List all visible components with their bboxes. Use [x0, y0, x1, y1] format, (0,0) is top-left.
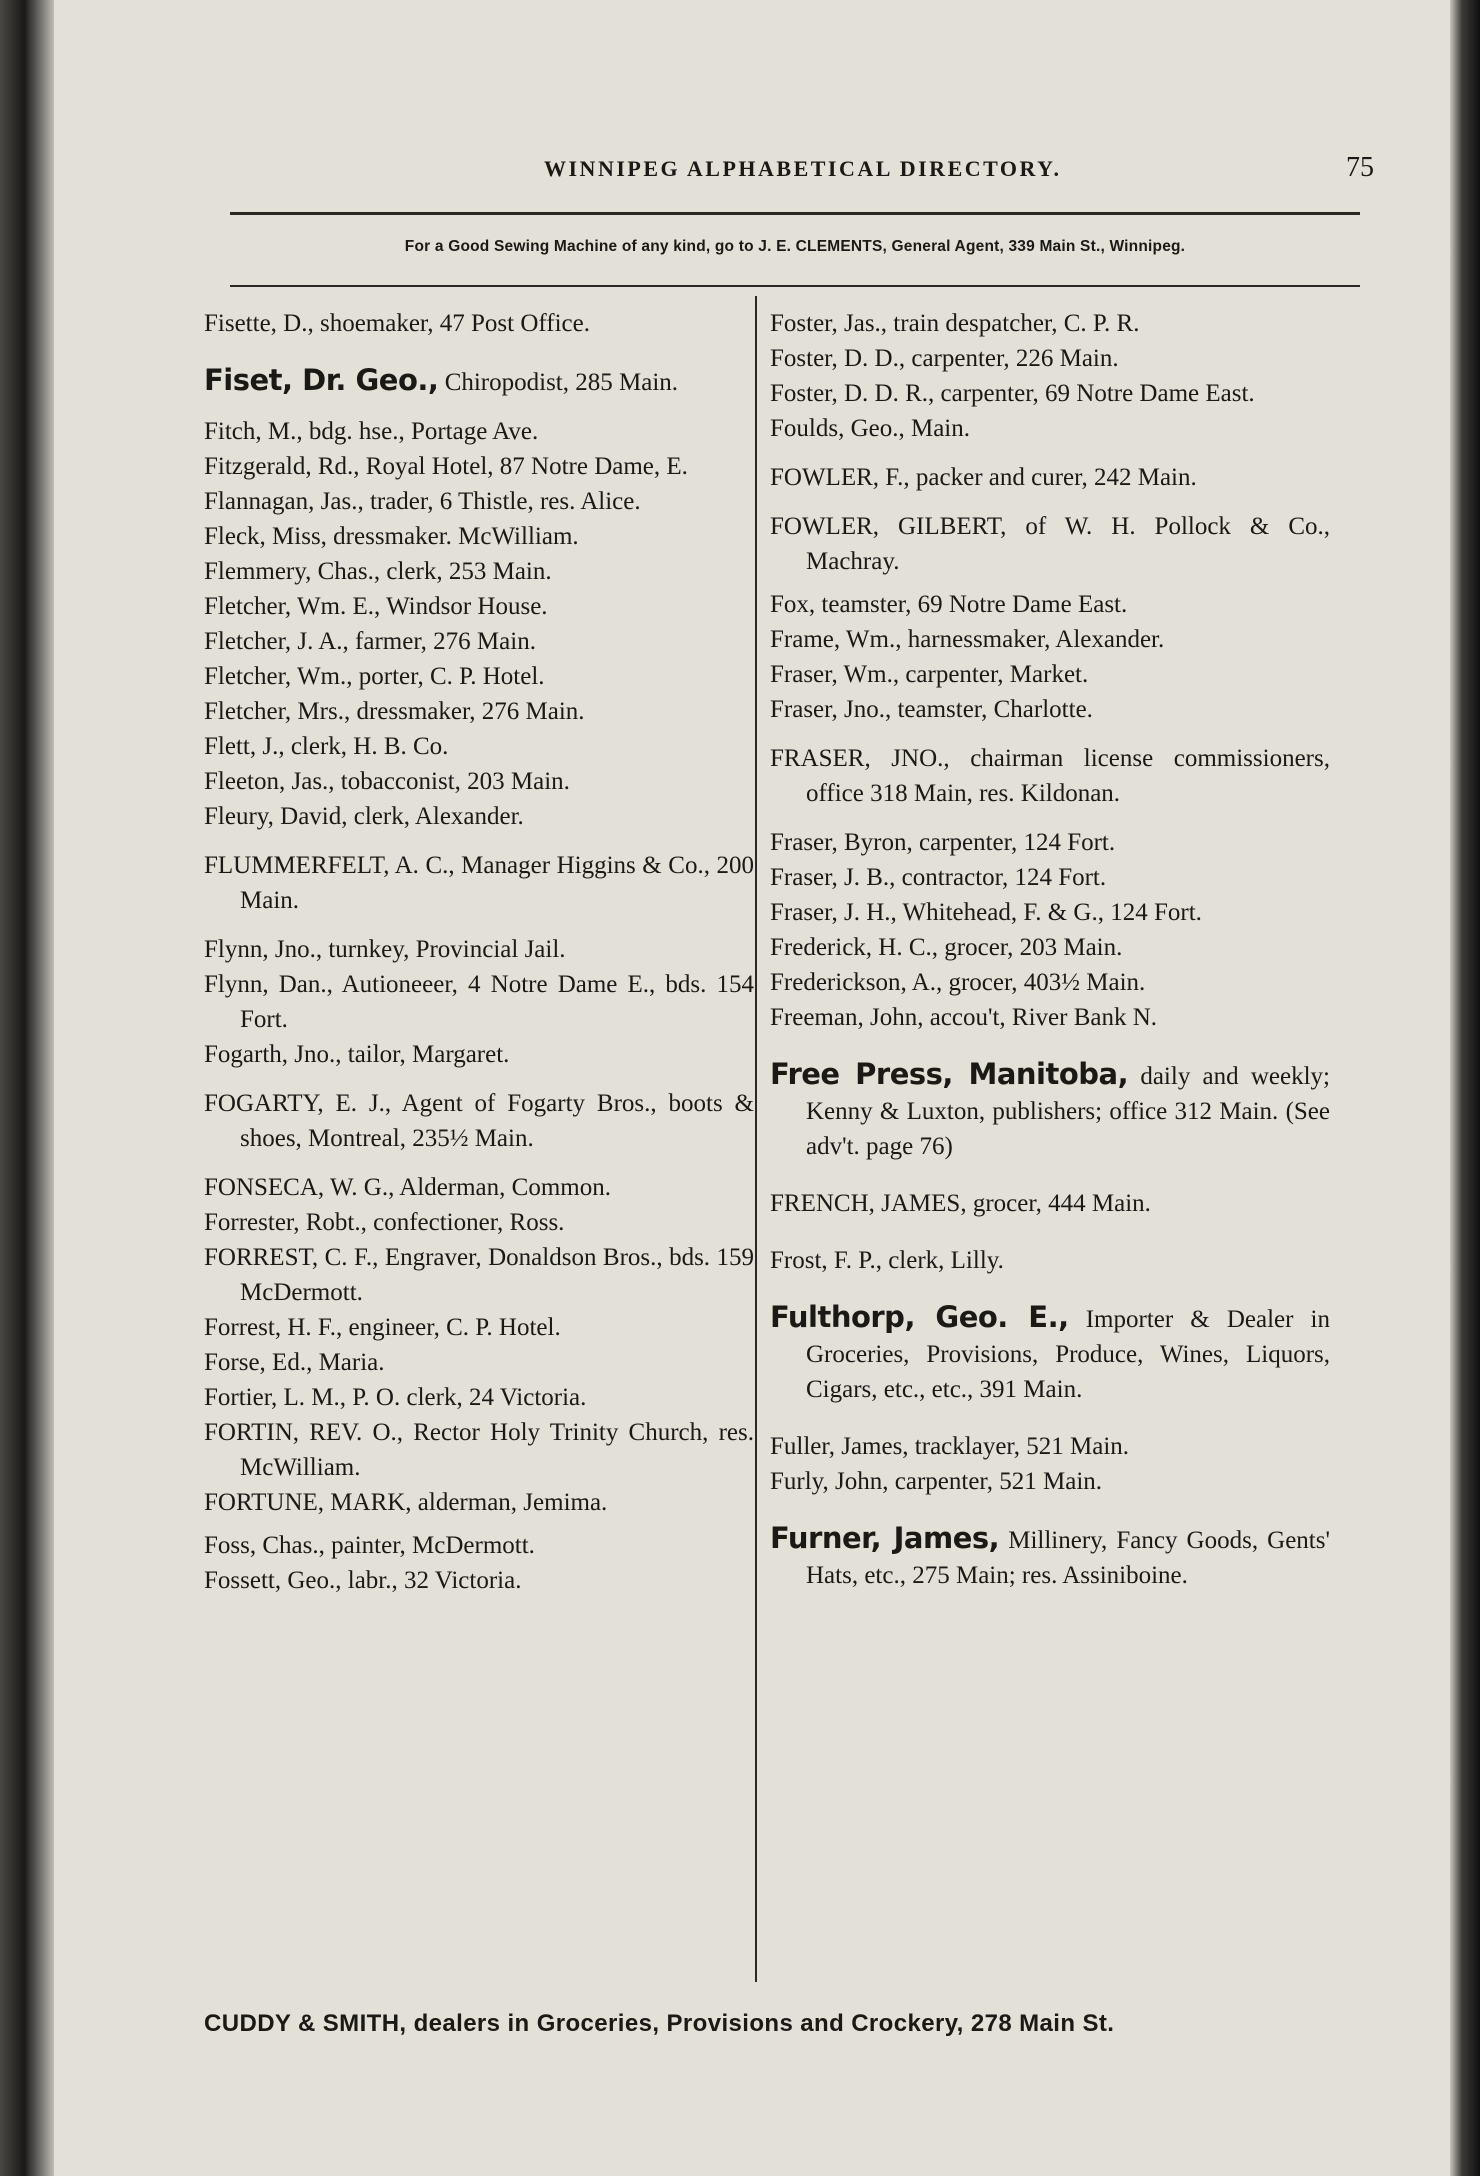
directory-entry: [770, 741, 1330, 811]
running-title: WINNIPEG ALPHABETICAL DIRECTORY.: [544, 156, 1062, 181]
page-header: [254, 150, 1374, 194]
directory-entry: [770, 587, 1330, 622]
entry-text: Flynn, Dan., Autioneeer, 4 Notre Dame E., bds. 154 Fort.: [204, 971, 754, 1033]
entry-text: Fleck, Miss, dressmaker. McWilliam.: [204, 523, 579, 550]
column-divider: [755, 296, 757, 1982]
directory-entry: [770, 460, 1330, 495]
entry-text: Fraser, J. H., Whitehead, F. & G., 124 Fort.: [770, 899, 1202, 926]
directory-entry: [204, 589, 754, 624]
entry-text: Foss, Chas., painter, McDermott.: [204, 1532, 535, 1559]
directory-entry: [204, 932, 754, 967]
directory-entry: [770, 1464, 1330, 1499]
directory-entry: [204, 1485, 754, 1520]
right-column: [770, 306, 1330, 1593]
directory-entry: [770, 341, 1330, 376]
directory-entry: [204, 1037, 754, 1072]
entry-text: Forrest, H. F., engineer, C. P. Hotel.: [204, 1314, 561, 1341]
directory-entry: [204, 694, 754, 729]
directory-entry: [770, 1300, 1330, 1407]
entry-text: Importer & Dealer in Groceries, Provisions, Produce, Wines, Liquors, Cigars, etc., etc., 391 Main.: [806, 1306, 1330, 1403]
page-number: 75: [1346, 152, 1374, 183]
entry-text: Fox, teamster, 69 Notre Dame East.: [770, 591, 1128, 618]
directory-entry: [770, 1057, 1330, 1164]
directory-entry: [770, 657, 1330, 692]
entry-text: Fortier, L. M., P. O. clerk, 24 Victoria.: [204, 1384, 587, 1411]
directory-entry: [204, 363, 754, 400]
entry-text: Fuller, James, tracklayer, 521 Main.: [770, 1433, 1130, 1460]
footer-advertisement: CUDDY & SMITH, dealers in Groceries, Provisions and Crockery, 278 Main St.: [204, 2010, 1115, 2037]
directory-entry: [770, 1000, 1330, 1035]
entry-text: Flynn, Jno., turnkey, Provincial Jail.: [204, 936, 566, 963]
directory-entry: [204, 484, 754, 519]
directory-entry: [204, 729, 754, 764]
directory-entry: [204, 1345, 754, 1380]
entry-text: Fleeton, Jas., tobacconist, 203 Main.: [204, 768, 570, 795]
entry-text: Fitzgerald, Rd., Royal Hotel, 87 Notre Dame, E.: [204, 453, 688, 480]
entry-text: Fraser, Wm., carpenter, Market.: [770, 661, 1089, 688]
directory-entry: [204, 1086, 754, 1156]
entry-display-name: Fulthorp, Geo. E.,: [770, 1300, 1069, 1334]
entry-display-name: Free Press, Manitoba,: [770, 1057, 1129, 1091]
directory-entry: [204, 1170, 754, 1205]
entry-text: FOWLER, F., packer and curer, 242 Main.: [770, 464, 1197, 491]
scan-page-edge: [1450, 0, 1480, 2176]
entry-display-name: Furner, James,: [770, 1521, 1000, 1555]
directory-entry: [204, 414, 754, 449]
directory-entry: [204, 1310, 754, 1345]
entry-text: Fossett, Geo., labr., 32 Victoria.: [204, 1567, 522, 1594]
entry-text: FORREST, C. F., Engraver, Donaldson Bros., bds. 159 McDermott.: [204, 1244, 754, 1306]
directory-entry: [204, 1240, 754, 1310]
directory-entry: [770, 965, 1330, 1000]
directory-entry: [204, 1380, 754, 1415]
directory-entry: [204, 1205, 754, 1240]
directory-entry: [204, 1415, 754, 1485]
directory-entry: [770, 860, 1330, 895]
entry-text: FOWLER, GILBERT, of W. H. Pollock & Co., Machray.: [770, 513, 1330, 575]
entry-text: Foster, D. D. R., carpenter, 69 Notre Dame East.: [770, 380, 1255, 407]
directory-entry: [770, 1429, 1330, 1464]
entry-text: Fleury, David, clerk, Alexander.: [204, 803, 524, 830]
directory-entry: [204, 848, 754, 918]
directory-page: [54, 0, 1450, 2176]
scan-binding-edge: [0, 0, 54, 2176]
directory-entry: [770, 306, 1330, 341]
entry-text: Forrester, Robt., confectioner, Ross.: [204, 1209, 565, 1236]
entry-display-name: Fiset, Dr. Geo.,: [204, 363, 439, 397]
directory-entry: [770, 1243, 1330, 1278]
entry-text: FLUMMERFELT, A. C., Manager Higgins & Co., 200 Main.: [204, 852, 754, 914]
entry-text: Forse, Ed., Maria.: [204, 1349, 385, 1376]
entry-text: Fletcher, Wm., porter, C. P. Hotel.: [204, 663, 545, 690]
directory-entry: [770, 411, 1330, 446]
entry-text: FORTUNE, MARK, alderman, Jemima.: [204, 1489, 608, 1516]
entry-text: Foulds, Geo., Main.: [770, 415, 970, 442]
directory-entry: [770, 376, 1330, 411]
entry-text: Flemmery, Chas., clerk, 253 Main.: [204, 558, 552, 585]
entry-text: Fletcher, Wm. E., Windsor House.: [204, 593, 548, 620]
ad-banner: For a Good Sewing Machine of any kind, go to J. E. CLEMENTS, General Agent, 339 Main St., Winnipeg.: [404, 238, 1186, 255]
entry-text: Frame, Wm., harnessmaker, Alexander.: [770, 626, 1165, 653]
directory-entry: [204, 659, 754, 694]
entry-text: Millinery, Fancy Goods, Gents' Hats, etc., 275 Main; res. Assiniboine.: [806, 1527, 1330, 1589]
directory-entry: [770, 622, 1330, 657]
directory-entry: [770, 509, 1330, 579]
directory-entry: [770, 930, 1330, 965]
entry-text: Furly, John, carpenter, 521 Main.: [770, 1468, 1103, 1495]
directory-entry: [770, 825, 1330, 860]
directory-entry: [770, 895, 1330, 930]
entry-text: Fisette, D., shoemaker, 47 Post Office.: [204, 310, 590, 337]
entry-text: Fletcher, J. A., farmer, 276 Main.: [204, 628, 536, 655]
entry-text: Freeman, John, accou't, River Bank N.: [770, 1004, 1158, 1031]
entry-text: Fraser, Byron, carpenter, 124 Fort.: [770, 829, 1116, 856]
entry-text: FONSECA, W. G., Alderman, Common.: [204, 1174, 611, 1201]
entry-text: FORTIN, REV. O., Rector Holy Trinity Church, res. McWilliam.: [204, 1419, 754, 1481]
entry-text: Fitch, M., bdg. hse., Portage Ave.: [204, 418, 539, 445]
entry-text: FRENCH, JAMES, grocer, 444 Main.: [770, 1190, 1151, 1217]
banner-rule: [230, 285, 1360, 287]
left-column: [204, 306, 754, 1598]
entry-text: FRASER, JNO., chairman license commissioners, office 318 Main, res. Kildonan.: [770, 745, 1330, 807]
entry-text: daily and weekly; Kenny & Luxton, publishers; office 312 Main. (See adv't. page 76): [806, 1063, 1330, 1160]
entry-text: Fogarth, Jno., tailor, Margaret.: [204, 1041, 510, 1068]
directory-entry: [204, 967, 754, 1037]
directory-entry: [204, 306, 754, 341]
directory-entry: [204, 1563, 754, 1598]
directory-entry: [204, 1528, 754, 1563]
entry-text: FOGARTY, E. J., Agent of Fogarty Bros., boots & shoes, Montreal, 235½ Main.: [204, 1090, 754, 1152]
entry-text: Flett, J., clerk, H. B. Co.: [204, 733, 449, 760]
entry-text: Chiropodist, 285 Main.: [438, 369, 679, 396]
entry-text: Fraser, J. B., contractor, 124 Fort.: [770, 864, 1107, 891]
entry-text: Foster, Jas., train despatcher, C. P. R.: [770, 310, 1140, 337]
directory-entry: [770, 1521, 1330, 1593]
entry-text: Fletcher, Mrs., dressmaker, 276 Main.: [204, 698, 585, 725]
entry-text: Foster, D. D., carpenter, 226 Main.: [770, 345, 1119, 372]
directory-entry: [204, 624, 754, 659]
directory-entry: [770, 1186, 1330, 1221]
entry-text: Frederickson, A., grocer, 403½ Main.: [770, 969, 1146, 996]
entry-text: Frost, F. P., clerk, Lilly.: [770, 1247, 1004, 1274]
entry-text: Flannagan, Jas., trader, 6 Thistle, res. Alice.: [204, 488, 641, 515]
directory-entry: [204, 799, 754, 834]
directory-entry: [204, 519, 754, 554]
directory-entry: [204, 764, 754, 799]
entry-text: Fraser, Jno., teamster, Charlotte.: [770, 696, 1093, 723]
entry-text: Frederick, H. C., grocer, 203 Main.: [770, 934, 1123, 961]
directory-entry: [770, 692, 1330, 727]
directory-entry: [204, 554, 754, 589]
header-rule: [230, 212, 1360, 215]
directory-entry: [204, 449, 754, 484]
